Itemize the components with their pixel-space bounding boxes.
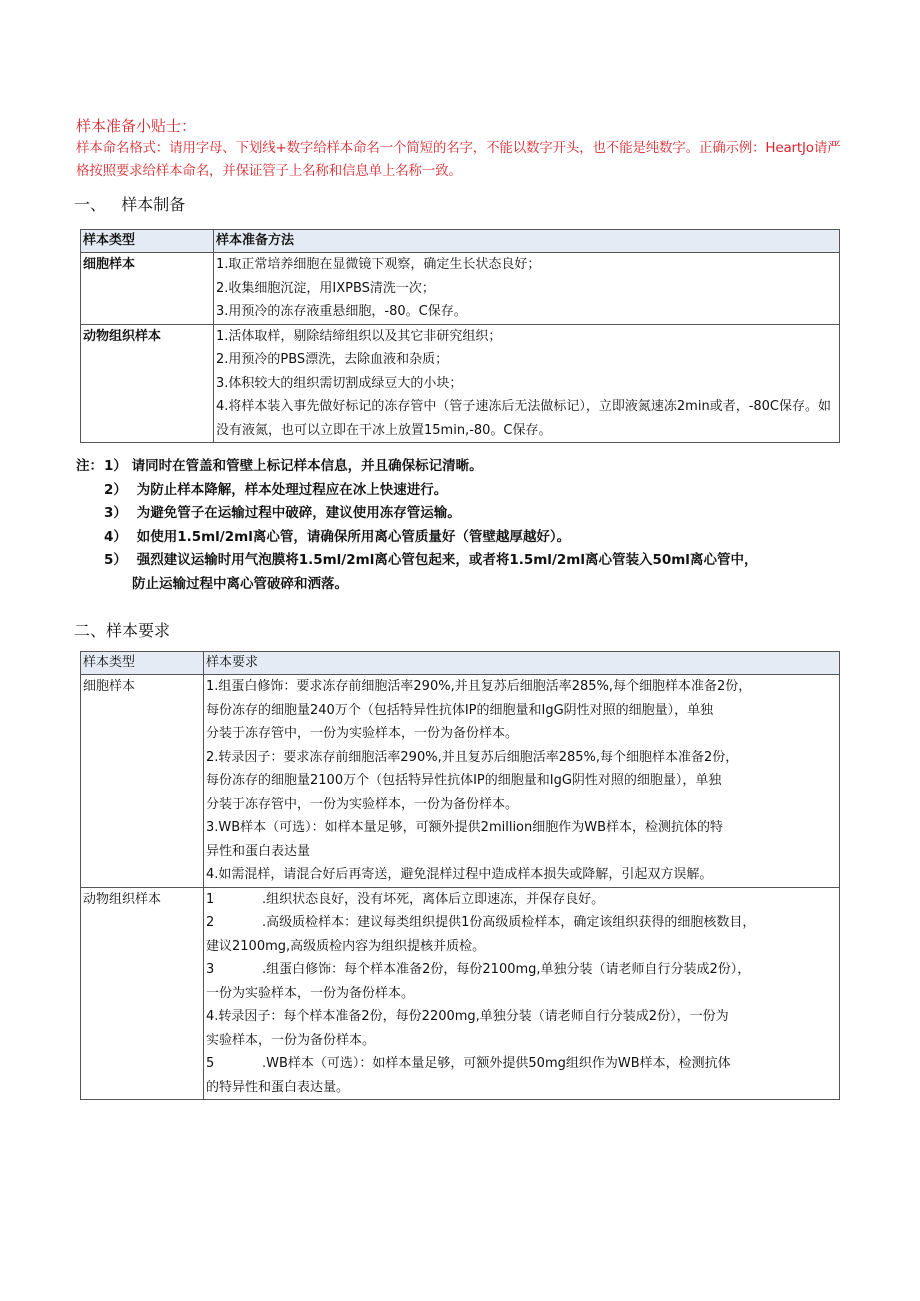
note-text: 强烈建议运输时用气泡膜将1.5ml/2ml离心管包起来，或者将1.5ml/2ml离心管装入50ml离心管中， xyxy=(136,552,758,568)
note-text: 如使用1.5ml/2ml离心管，请确保所用离心管质量好（管壁越厚越好）。 xyxy=(136,528,571,545)
cell-method xyxy=(214,324,840,443)
requirement-line: 异性和蛋白表达量 xyxy=(206,843,311,859)
note-text: 请同时在管盖和管壁上标记样本信息，并且确保标记清晰。 xyxy=(131,458,483,474)
method-line: 1.取正常培养细胞在显微镜下观察，确定生长状态良好； xyxy=(216,257,541,272)
sample-preparation-table xyxy=(80,229,840,443)
notes-label: 注： xyxy=(76,458,103,474)
table-header-row xyxy=(81,230,840,253)
requirement-line: 一份为实验样本，一份为备份样本。 xyxy=(206,985,415,1001)
cell-sample-type: 动物组织样本 xyxy=(81,324,214,443)
sample-requirements-table xyxy=(80,651,840,1100)
header-sample-type: 样本类型 xyxy=(81,230,214,253)
requirement-line: 每份冻存的细胞量240万个（包括特异性抗体IP的细胞量和IgG阴性对照的细胞量），单独 xyxy=(206,702,714,718)
item-number: 1 xyxy=(206,891,215,907)
method-line: 3.体积较大的组织需切割成绿豆大的小块； xyxy=(216,375,463,391)
requirement-line: 每份冻存的细胞量2100万个（包括特异性抗体IP的细胞量和IgG阴性对照的细胞量），单独 xyxy=(206,773,722,788)
requirement-line xyxy=(206,888,837,912)
section-title-sample-requirements: 二、样本要求 xyxy=(74,621,171,640)
table-row xyxy=(81,887,840,1100)
requirement-line: 4.转录因子：每个样本准备2份，每份2200mg,单独分装（请老师自行分装成2份），一份为 xyxy=(206,1009,729,1024)
item-text: .高级质检样本：建议每类组织提供1份高级质检样本，确定该组织获得的细胞核数目， xyxy=(262,915,756,930)
cell-method xyxy=(214,253,840,325)
notes-block xyxy=(76,455,840,596)
tips-body: 样本命名格式：请用字母、下划线+数字给样本命名一个简短的名字，不能以数字开头，也不能是纯数字。正确示例：HeartJo请严格按照要求给样本命名，并保证管子上名称和信息单上名称一致。 xyxy=(76,140,841,179)
note-item xyxy=(76,526,840,550)
tips-title: 样本准备小贴士： xyxy=(76,117,197,135)
note-text: 为防止样本降解，样本处理过程应在冰上快速进行。 xyxy=(136,481,448,498)
requirement-line: 3.WB样本（可选）：如样本量足够，可额外提供2million细胞作为WB样本，检测抗体的特 xyxy=(206,820,724,835)
header-preparation-method: 样本准备方法 xyxy=(214,230,840,253)
note-number: 3） xyxy=(104,505,127,521)
note-item xyxy=(76,549,840,573)
header-sample-type: 样本类型 xyxy=(81,652,204,675)
cell-sample-type: 细胞样本 xyxy=(81,675,204,888)
header-requirements: 样本要求 xyxy=(204,652,840,675)
requirement-line: 分装于冻存管中，一份为实验样本，一份为备份样本。 xyxy=(206,796,519,812)
requirement-line: 实验样本，一份为备份样本。 xyxy=(206,1032,376,1048)
item-number: 2 xyxy=(206,915,215,930)
note-number: 1） xyxy=(104,458,127,474)
requirement-line xyxy=(206,1052,837,1076)
requirement-line: 4.如需混样，请混合好后再寄送，避免混样过程中造成样本损失或降解，引起双方误解。 xyxy=(206,867,713,882)
table-header-row xyxy=(81,652,840,675)
requirement-line xyxy=(206,958,837,982)
requirement-line: 建议2100mg,高级质检内容为组织提核并质检。 xyxy=(206,938,486,954)
cell-sample-type: 细胞样本 xyxy=(81,253,214,325)
method-line: 1.活体取样，剔除结缔组织以及其它非研究组织； xyxy=(216,328,502,344)
method-line: 3.用预冷的冻存液重悬细胞，-80。C保存。 xyxy=(216,304,467,319)
requirement-line: 分装于冻存管中，一份为实验样本，一份为备份样本。 xyxy=(206,726,519,741)
note-number: 5） xyxy=(104,552,127,568)
item-text: .组织状态良好，没有坏死，离体后立即速冻，并保存良好。 xyxy=(262,891,605,907)
table-row xyxy=(81,253,840,325)
note-number: 4） xyxy=(104,528,127,545)
method-line: 4.将样本装入事先做好标记的冻存管中（管子速冻后无法做标记），立即液氮速冻2min或者，-80C保存。如没有液氮，也可以立即在干冰上放置15min,-80。C保存。 xyxy=(216,399,831,438)
requirement-line: 1.组蛋白修饰：要求冻存前细胞活率290%,并且复苏后细胞活率285%,每个细胞样本准备2份， xyxy=(206,679,752,694)
note-number: 2） xyxy=(104,481,127,498)
requirement-line: 2.转录因子：要求冻存前细胞活率290%,并且复苏后细胞活率285%,每个细胞样本准备2份， xyxy=(206,749,739,765)
table-row xyxy=(81,675,840,888)
note-item xyxy=(76,455,840,479)
cell-requirements xyxy=(204,675,840,888)
sample-tips xyxy=(76,116,842,183)
requirement-line xyxy=(206,911,837,935)
method-line: 2.收集细胞沉淀，用IXPBS清洗一次； xyxy=(216,280,435,296)
item-number: 3 xyxy=(206,962,215,977)
requirement-line: 的特异性和蛋白表达量。 xyxy=(206,1079,350,1095)
section-title-sample-preparation: 一、 样本制备 xyxy=(74,195,186,214)
cell-requirements xyxy=(204,887,840,1100)
table-row xyxy=(81,324,840,443)
item-text: .WB样本（可选）：如样本量足够，可额外提供50mg组织作为WB样本，检测抗体 xyxy=(262,1056,731,1071)
item-text: .组蛋白修饰：每个样本准备2份，每份2100mg,单独分装（请老师自行分装成2份）， xyxy=(262,962,751,977)
method-line: 2.用预冷的PBS漂洗，去除血液和杂质； xyxy=(216,352,449,367)
note-item xyxy=(76,502,840,526)
cell-sample-type: 动物组织样本 xyxy=(81,887,204,1100)
item-number: 5 xyxy=(206,1056,215,1071)
note-continuation: 防止运输过程中离心管破碎和洒落。 xyxy=(132,575,348,592)
note-text: 为避免管子在运输过程中破碎，建议使用冻存管运输。 xyxy=(136,505,461,521)
note-item xyxy=(76,479,840,503)
